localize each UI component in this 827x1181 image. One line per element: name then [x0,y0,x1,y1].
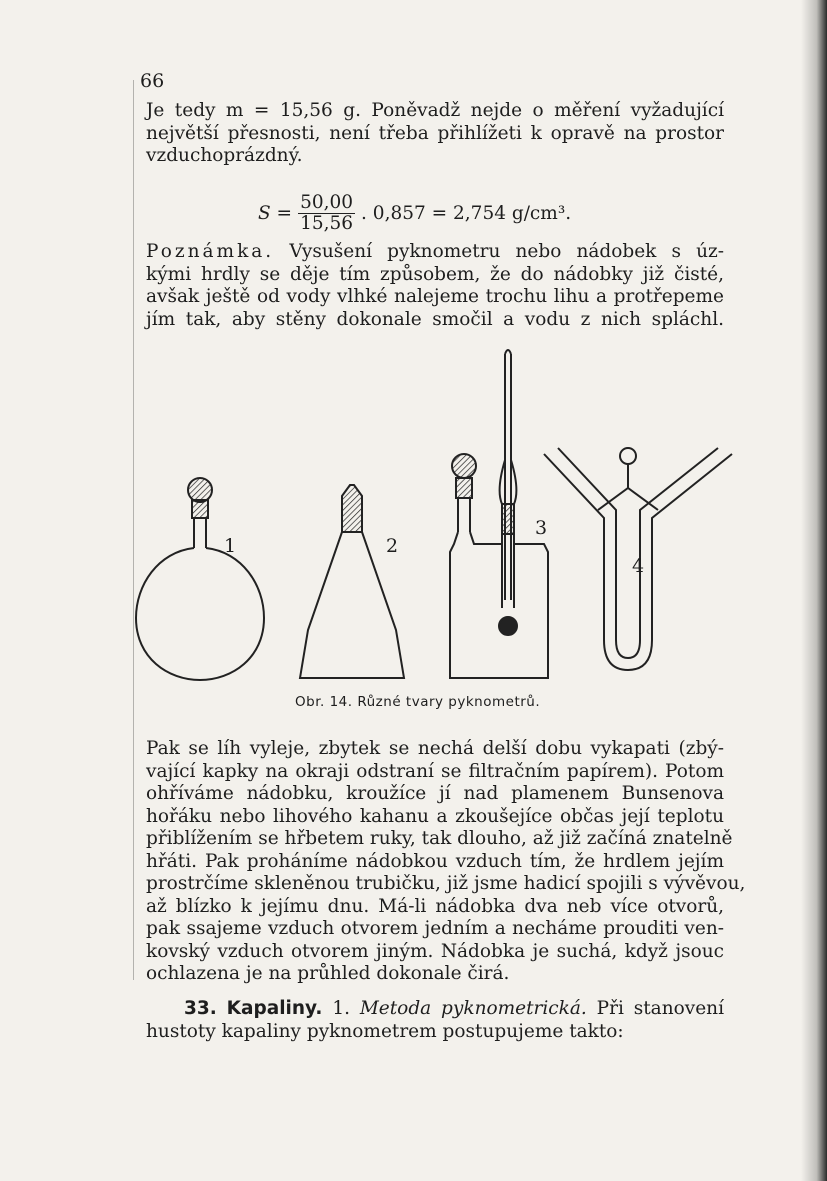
page-edge-shadow [801,0,827,1181]
section-33 [146,998,724,1043]
note-label: Poznámka. [146,241,275,262]
section-text: Při stanovení [596,998,724,1019]
paragraph-2-line: až blízko k jejímu dnu. Má-li nádobka dva neb více otvorů, [146,895,724,917]
pycnometer-3-drawing [450,350,548,678]
figure-caption: Obr. 14. Různé tvary pyknometrů. [295,694,541,710]
section-line: hustoty kapaliny pyknometrem postupujeme takto: [146,1020,624,1042]
intro-paragraph [146,100,724,168]
note-text: Vysušení pyknometru nebo nádobek s úz- [289,241,724,262]
paragraph-2-line: hřáti. Pak proháníme nádobkou vzduch tím, že hrdlem jejím [146,850,724,872]
density-formula [258,188,571,238]
section-title: Kapaliny. [226,998,323,1019]
formula-denominator: 15,56 [300,212,354,234]
note-line [146,241,724,264]
note-paragraph [146,241,724,331]
formula-fraction [298,193,355,234]
note-line: jím tak, aby stěny dokonale smočil a vodu z nich spláchl. [146,308,724,330]
section-number: 33. [184,998,217,1019]
paragraph-2-line: ohříváme nádobku, kroužíce jí nad plamenem Bunsenova [146,783,724,804]
figure-label-4: 4 [632,555,645,577]
formula-numerator: 50,00 [300,191,354,213]
note-line: avšak ještě od vody vlhké nalejeme trochu lihu a protřepeme [146,286,724,307]
pycnometer-2-drawing [300,485,404,678]
paragraph-2-line: kovský vzduch otvorem jiným. Nádobka je suchá, když jsouc [146,940,724,962]
figure-label-1: 1 [224,535,237,557]
paragraph-2-line: vající kapky na okraji odstraní se filtračním papírem). Potom [146,760,724,782]
intro-line: Je tedy m = 15,56 g. Poněvadž nejde o měření vyžadující [146,100,724,121]
intro-line: vzduchoprázdný. [146,145,303,166]
pycnometer-figure [128,340,748,690]
paragraph-2-line: pak ssajeme vzduch otvorem jedním a necháme prouditi ven- [146,918,724,939]
figure-label-3: 3 [535,517,548,539]
method-number: 1. [332,998,350,1019]
paragraph-2-line: ochlazena je na průhled dokonale čirá. [146,963,510,984]
paragraph-2-line: Pak se líh vyleje, zbytek se nechá delší dobu vykapati (zbý- [146,738,724,759]
formula-lhs: S = [258,202,293,224]
paragraph-2-line: prostrčíme skleněnou trubičku, již jsme hadicí spojili s vývěvou, [146,873,746,894]
paragraph-2-line: přiblížením se hřbetem ruky, tak dlouho, až již začíná znatelně [146,828,733,849]
page-number: 66 [140,70,165,92]
intro-line: největší přesnosti, není třeba přihlížeti k opravě na prostor [146,122,724,144]
note-line: kými hrdly se děje tím způsobem, že do nádobky již čisté, [146,263,724,285]
method-title: Metoda pyknometrická. [359,998,587,1019]
figure-label-2: 2 [386,535,399,557]
pycnometer-1-drawing [136,478,264,680]
paragraph-2 [146,738,746,986]
formula-rhs: . 0,857 = 2,754 g/cm³. [361,202,572,224]
section-heading-line [146,998,724,1021]
paragraph-2-line: hořáku nebo lihového kahanu a zkoušejíce občas její teplotu [146,805,724,827]
